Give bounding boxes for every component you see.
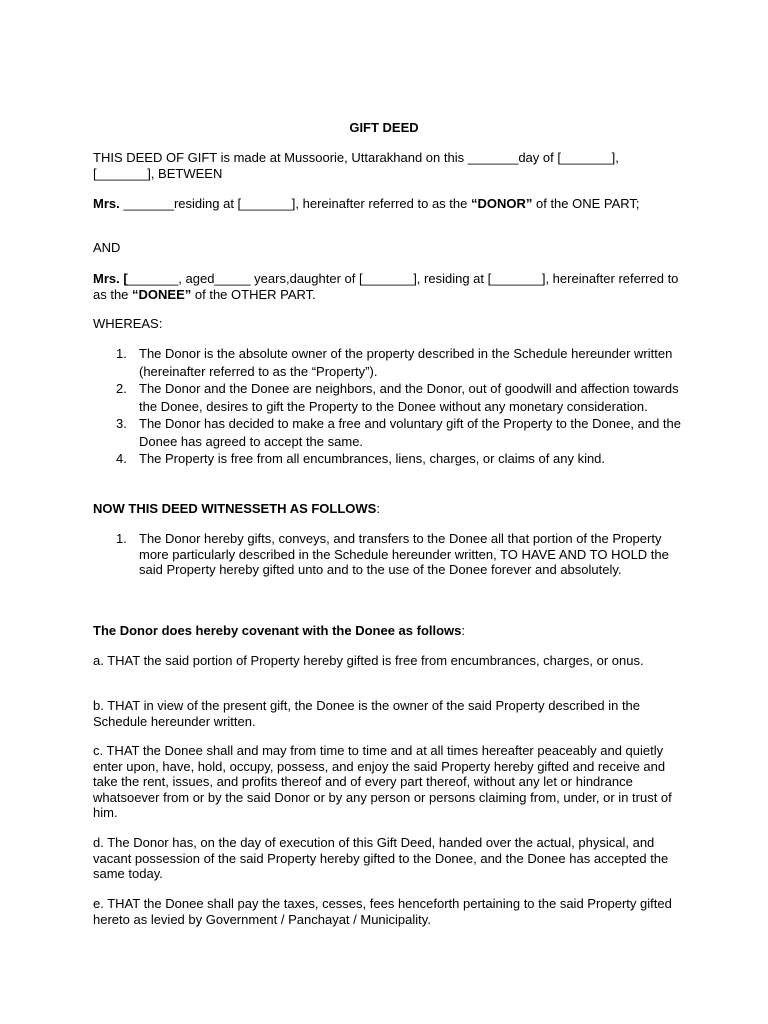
whereas-item-number: 3. [116,416,127,431]
intro-paragraph: THIS DEED OF GIFT is made at Mussoorie, Uttarakhand on this _______day of [_______], [_______], BETWEEN [93,150,619,181]
witness-item [93,531,683,578]
whereas-item-number: 4. [116,451,127,466]
donee-lead: Mrs. [ [93,271,128,286]
whereas-list [93,345,683,468]
witness-heading: NOW THIS DEED WITNESSETH AS FOLLOWS [93,501,377,516]
covenant-heading-line [93,623,683,639]
covenant-b: b. THAT in view of the present gift, the Donee is the owner of the said Property described in the Schedule hereunder written. [93,698,641,729]
whereas-heading: WHEREAS: [93,316,163,331]
witness-colon: : [376,501,380,516]
witness-item-text: The Donor hereby gifts, conveys, and transfers to the Donee all that portion of the Property more particularly described in the Schedule hereunder written, TO HAVE AND TO HOLD the said Property hereby gifted unto and to the use of the Donee forever and absolutely. [139,531,669,577]
covenant-colon: : [461,623,466,638]
covenant-heading: The Donor does hereby covenant with the Donee as follows [93,623,462,638]
whereas-item [93,415,683,450]
whereas-item [93,345,683,380]
witness-list [93,531,683,578]
covenant-d: d. The Donor has, on the day of execution of this Gift Deed, handed over the actual, physical, and vacant possession of the said Property hereby gifted to the Donee, and the Donee has accepted the same today. [93,835,669,881]
donor-text-2: of the ONE PART; [532,196,640,211]
donee-term: “DONEE” [132,286,192,302]
covenant-a: a. THAT the said portion of Property hereby gifted is free from encumbrances, charges, or onus. [93,653,644,668]
whereas-item [93,380,683,415]
donor-paragraph [93,196,683,212]
whereas-item-number: 1. [116,346,127,361]
donor-text-1: _______residing at [_______], hereinafter referred to as the [119,196,471,211]
whereas-item [93,450,683,468]
donee-paragraph [93,271,683,302]
donor-term: “DONOR” [470,196,533,211]
whereas-item-number: 2. [116,381,127,396]
whereas-item-text: The Donor and the Donee are neighbors, and the Donor, out of goodwill and affection towards the Donee, desires to gift the Property to the Donee without any monetary consideration. [139,381,679,414]
and-line: AND [93,240,121,255]
covenant-c: c. THAT the Donee shall and may from time to time and at all times hereafter peaceably and quietly enter upon, have, hold, occupy, possess, and enjoy the said Property hereby gifted and receive and take the rent, issues, and profits thereof and of every part thereof, without any let or hindrance whatsoever from or by the said Donor or by any person or persons claiming from, under, or in trust of him. [93,743,672,820]
covenant-e: e. THAT the Donee shall pay the taxes, cesses, fees henceforth pertaining to the said Property gifted hereto as levied by Government / Panchayat / Municipality. [93,896,672,927]
whereas-item-text: The Donor has decided to make a free and voluntary gift of the Property to the Donee, and the Donee has agreed to accept the same. [139,416,682,449]
witness-heading-line [93,501,683,517]
whereas-item-text: The Donor is the absolute owner of the property described in the Schedule hereunder written (hereinafter referred to as the “Property”). [139,346,673,379]
donee-text-1: _______, aged_____ years,daughter of [_______], residing at [_______], hereinafter referred to as the [93,271,679,302]
donor-lead: Mrs. [93,196,120,211]
witness-item-number: 1. [116,531,127,546]
document-title: GIFT DEED [349,120,419,135]
donee-text-2: of the OTHER PART. [191,286,316,302]
whereas-item-text: The Property is free from all encumbrances, liens, charges, or claims of any kind. [139,451,606,466]
